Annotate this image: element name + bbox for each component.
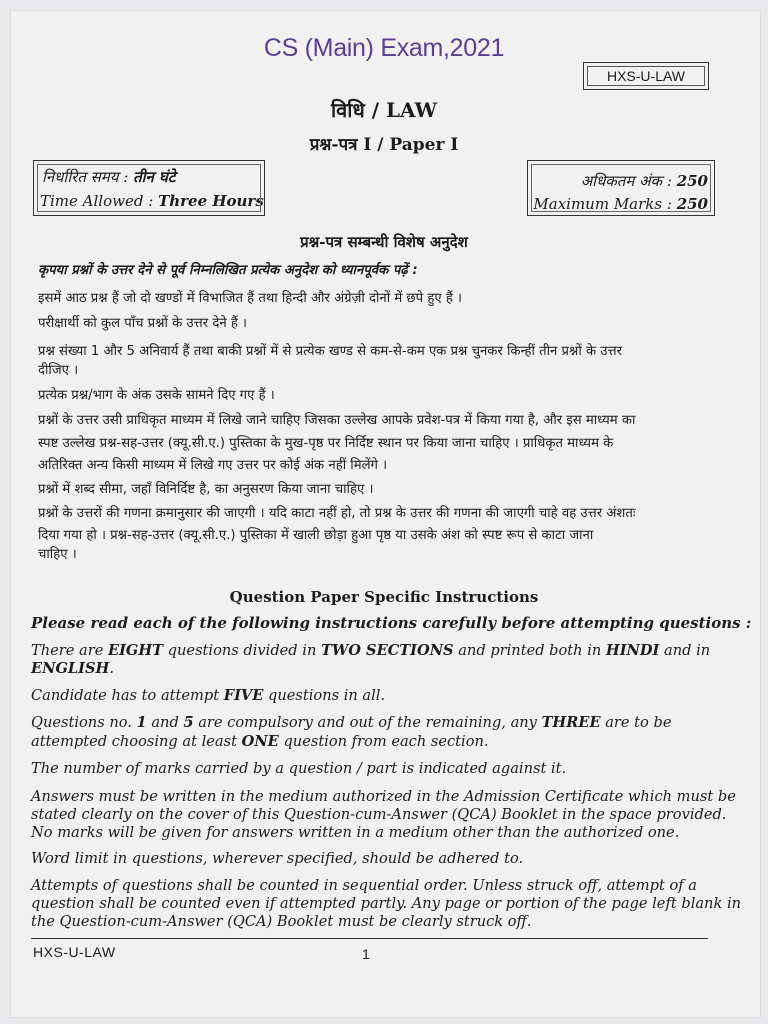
instruction-compulsory-questions bbox=[31, 714, 711, 732]
subject-title: विधि / LAW bbox=[330, 98, 438, 122]
paper-code: HXS-U-LAW bbox=[606, 68, 686, 84]
paper-code-box bbox=[583, 62, 709, 90]
text-bold: HINDI bbox=[605, 642, 660, 659]
instruction-marks: The number of marks carried by a question / part is indicated against it. bbox=[31, 760, 567, 777]
instruction-attempts-line: Attempts of questions shall be counted in sequential order. Unless struck off, attempt of a bbox=[31, 877, 698, 894]
time-hindi-label: निर्धारित समय : bbox=[42, 168, 129, 186]
paper-number: प्रश्न-पत्र I / Paper I bbox=[309, 135, 459, 155]
instruction-medium-line: Answers must be written in the medium authorized in the Admission Certificate which must be bbox=[31, 788, 736, 805]
page-number: 1 bbox=[362, 946, 370, 962]
text: and printed both in bbox=[453, 642, 606, 659]
text-bold: 1 bbox=[136, 714, 147, 731]
time-hindi bbox=[42, 167, 176, 187]
instruction-word-limit: Word limit in questions, wherever specified, should be adhered to. bbox=[31, 850, 524, 867]
hindi-instruction-line: प्रत्येक प्रश्न/भाग के अंक उसके सामने दिए गए हैं । bbox=[38, 388, 275, 403]
instruction-eight-questions bbox=[31, 642, 711, 660]
hindi-instruction-line: स्पष्ट उल्लेख प्रश्न-सह-उत्तर (क्यू.सी.ए.) पुस्तिका के मुख-पृष्ठ पर निर्दिष्ट स्थान पर किया जाना चाहिए । प्राधिकृत माध्यम के bbox=[38, 436, 614, 451]
marks-english bbox=[533, 195, 708, 213]
text-bold: TWO SECTIONS bbox=[320, 642, 454, 659]
instruction-medium-line: stated clearly on the cover of this Question-cum-Answer (QCA) Booklet in the space provided. bbox=[31, 806, 727, 823]
hindi-instruction-line: प्रश्नों में शब्द सीमा, जहाँ विनिर्दिष्ट है, का अनुसरण किया जाना चाहिए । bbox=[38, 482, 374, 497]
time-hindi-value: तीन घंटे bbox=[133, 168, 176, 186]
exam-title: CS (Main) Exam,2021 bbox=[263, 34, 505, 62]
time-allowed-box bbox=[33, 160, 265, 216]
text: There are bbox=[31, 642, 108, 659]
english-instructions-heading: Question Paper Specific Instructions bbox=[229, 588, 539, 606]
text: question from each section. bbox=[278, 733, 489, 750]
text: questions in all. bbox=[263, 687, 386, 704]
footer-divider bbox=[31, 938, 708, 939]
instruction-five-questions bbox=[31, 687, 711, 705]
text-bold: ENGLISH bbox=[31, 660, 110, 677]
text: and bbox=[146, 714, 184, 731]
hindi-instruction-line: दीजिए । bbox=[38, 363, 79, 378]
text: are to be bbox=[600, 714, 672, 731]
hindi-instruction-line: प्रश्नों के उत्तरों की गणना क्रमानुसार की जाएगी । यदि काटा नहीं हो, तो प्रश्न के उत्तर की गणना की जाएगी चाहे वह उत्तर अंशतः bbox=[38, 506, 636, 521]
text: questions divided in bbox=[163, 642, 321, 659]
instruction-compulsory-questions-cont bbox=[31, 733, 711, 751]
text-bold: THREE bbox=[541, 714, 601, 731]
text-bold: ONE bbox=[241, 733, 279, 750]
text: . bbox=[109, 660, 114, 677]
instruction-attempts-line: the Question-cum-Answer (QCA) Booklet must be clearly struck off. bbox=[31, 913, 532, 930]
marks-hindi-label: अधिकतम अंक : bbox=[580, 172, 672, 190]
hindi-instruction-line: इसमें आठ प्रश्न हैं जो दो खण्डों में विभाजित हैं तथा हिन्दी और अंग्रेज़ी दोनों में छपे हुए हैं । bbox=[38, 291, 463, 306]
hindi-instruction-line: अतिरिक्त अन्य किसी माध्यम में लिखे गए उत्तर पर कोई अंक नहीं मिलेंगे । bbox=[38, 458, 388, 473]
hindi-instructions-lead: कृपया प्रश्नों के उत्तर देने से पूर्व निम्नलिखित प्रत्येक अनुदेश को ध्यानपूर्वक पढ़ें : bbox=[38, 263, 418, 278]
instruction-medium-line: No marks will be given for answers written in a medium other than the authorized one. bbox=[31, 824, 680, 841]
text-bold: FIVE bbox=[223, 687, 264, 704]
text: attempted choosing at least bbox=[31, 733, 242, 750]
time-english-label: Time Allowed : bbox=[40, 192, 154, 210]
text: and in bbox=[659, 642, 711, 659]
hindi-instruction-line: प्रश्न संख्या 1 और 5 अनिवार्य हैं तथा बाकी प्रश्नों में से प्रत्येक खण्ड से कम-से-कम एक प्रश्न चुनकर किन्हीं तीन प्रश्नों के उत्तर bbox=[38, 344, 623, 359]
text-bold: 5 bbox=[183, 714, 194, 731]
hindi-instruction-line: प्रश्नों के उत्तर उसी प्राधिकृत माध्यम में लिखे जाने चाहिए जिसका उल्लेख आपके प्रवेश-पत्र में किया गया है, और इस माध्यम का bbox=[38, 413, 636, 428]
english-instructions-lead: Please read each of the following instructions carefully before attempting questions : bbox=[31, 614, 752, 632]
marks-english-label: Maximum Marks : bbox=[533, 195, 672, 213]
hindi-instructions-heading: प्रश्न-पत्र सम्बन्धी विशेष अनुदेश bbox=[300, 233, 468, 251]
maximum-marks-box bbox=[527, 160, 715, 216]
text: Questions no. bbox=[31, 714, 137, 731]
text: are compulsory and out of the remaining, any bbox=[193, 714, 542, 731]
marks-english-value: 250 bbox=[676, 195, 708, 213]
hindi-instruction-line: चाहिए । bbox=[38, 547, 77, 562]
hindi-instruction-line: दिया गया हो । प्रश्न-सह-उत्तर (क्यू.सी.ए.) पुस्तिका में खाली छोड़ा हुआ पृष्ठ या उसके अंश को स्पष्ट रूप से काटा जाना bbox=[38, 528, 594, 543]
marks-hindi-value: 250 bbox=[676, 172, 708, 190]
text: Candidate has to attempt bbox=[31, 687, 224, 704]
time-english-value: Three Hours bbox=[158, 192, 264, 210]
footer-paper-code: HXS-U-LAW bbox=[33, 944, 116, 960]
time-english bbox=[40, 192, 264, 210]
hindi-instruction-line: परीक्षार्थी को कुल पाँच प्रश्नों के उत्तर देने हैं । bbox=[38, 316, 248, 331]
instruction-attempts-line: question shall be counted even if attempted partly. Any page or portion of the page left blank in bbox=[31, 895, 742, 912]
instruction-eight-questions-cont bbox=[31, 660, 711, 678]
marks-hindi bbox=[581, 171, 708, 191]
text-bold: EIGHT bbox=[107, 642, 164, 659]
